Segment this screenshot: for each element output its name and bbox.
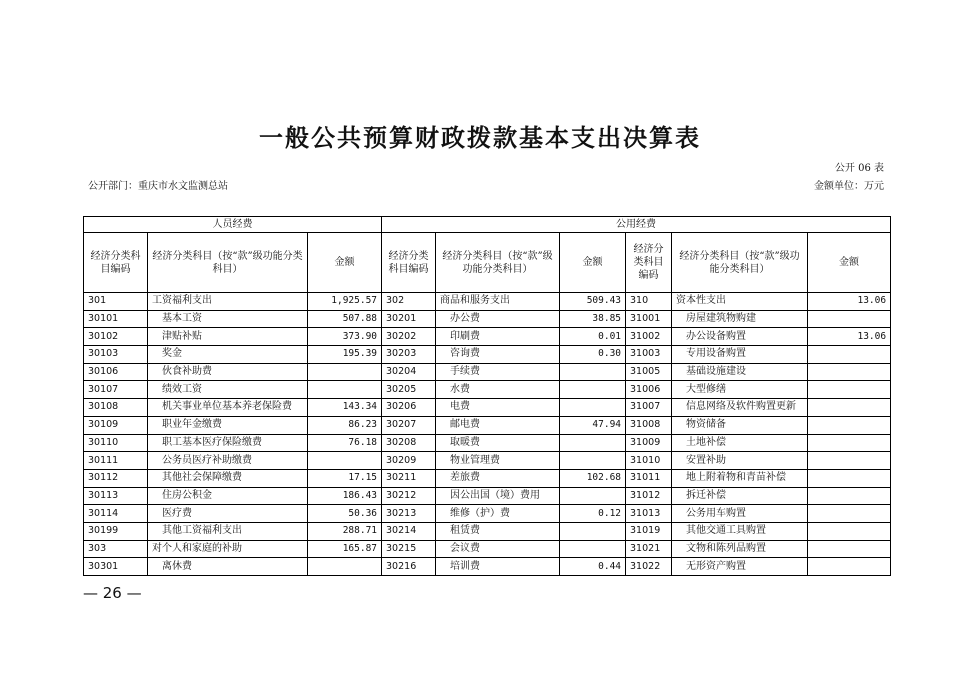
name-cell: 电费: [436, 399, 560, 417]
code-cell: 30103: [84, 346, 148, 364]
name-cell: 文物和陈列品购置: [672, 540, 808, 558]
name-cell: 取暖费: [436, 434, 560, 452]
col-header-name: 经济分类科目（按“款”级功能分类科目）: [672, 233, 808, 293]
code-cell: 31021: [626, 540, 672, 558]
amount-cell: [808, 540, 891, 558]
name-cell: 差旅费: [436, 469, 560, 487]
amount-cell: 186.43: [308, 487, 382, 505]
code-cell: 31005: [626, 363, 672, 381]
amount-cell: 0.12: [560, 505, 626, 523]
amount-cell: [808, 399, 891, 417]
col-header-code: 经济分类科目编码: [382, 233, 436, 293]
amount-cell: 47.94: [560, 416, 626, 434]
department-label: 公开部门：重庆市水文监测总站: [88, 181, 228, 192]
name-cell: 会议费: [436, 540, 560, 558]
table-row: [84, 505, 891, 523]
name-cell: 租赁费: [436, 522, 560, 540]
code-cell: 31012: [626, 487, 672, 505]
name-cell: 住房公积金: [148, 487, 308, 505]
name-cell: 拆迁补偿: [672, 487, 808, 505]
name-cell: 手续费: [436, 363, 560, 381]
code-cell: 31001: [626, 310, 672, 328]
amount-cell: [808, 522, 891, 540]
table-row: [84, 558, 891, 576]
amount-cell: [808, 416, 891, 434]
code-cell: 310: [626, 293, 672, 311]
code-cell: 30114: [84, 505, 148, 523]
table-row: [84, 452, 891, 470]
table-row: [84, 293, 891, 311]
code-cell: 30204: [382, 363, 436, 381]
amount-cell: [808, 346, 891, 364]
amount-cell: [308, 381, 382, 399]
table-row: [84, 328, 891, 346]
name-cell: 地上附着物和青苗补偿: [672, 469, 808, 487]
name-cell: 工资福利支出: [148, 293, 308, 311]
code-cell: 31007: [626, 399, 672, 417]
code-cell: 30301: [84, 558, 148, 576]
name-cell: 信息网络及软件购置更新: [672, 399, 808, 417]
name-cell: 大型修缮: [672, 381, 808, 399]
table-row: [84, 310, 891, 328]
code-cell: 30208: [382, 434, 436, 452]
expenditure-table: [83, 216, 891, 576]
name-cell: 资本性支出: [672, 293, 808, 311]
amount-cell: 0.01: [560, 328, 626, 346]
code-cell: 31009: [626, 434, 672, 452]
amount-cell: [560, 381, 626, 399]
table-body: [84, 293, 891, 576]
name-cell: 其他社会保障缴费: [148, 469, 308, 487]
code-cell: 30107: [84, 381, 148, 399]
code-cell: 30215: [382, 540, 436, 558]
amount-cell: 76.18: [308, 434, 382, 452]
name-cell: 对个人和家庭的补助: [148, 540, 308, 558]
amount-cell: [808, 469, 891, 487]
code-cell: 31013: [626, 505, 672, 523]
col-header-code: 经济分类科目编码: [84, 233, 148, 293]
amount-cell: 50.36: [308, 505, 382, 523]
code-cell: 30108: [84, 399, 148, 417]
name-cell: 奖金: [148, 346, 308, 364]
code-cell: 30205: [382, 381, 436, 399]
code-cell: 31010: [626, 452, 672, 470]
code-cell: 30101: [84, 310, 148, 328]
table-row: [84, 381, 891, 399]
amount-cell: 13.06: [808, 328, 891, 346]
table-row: [84, 487, 891, 505]
page-title: 一般公共预算财政拨款基本支出决算表: [259, 123, 701, 152]
amount-cell: [808, 505, 891, 523]
code-cell: 303: [84, 540, 148, 558]
amount-cell: 17.15: [308, 469, 382, 487]
table-row: [84, 363, 891, 381]
name-cell: 离休费: [148, 558, 308, 576]
table-row: [84, 434, 891, 452]
table-row: [84, 346, 891, 364]
name-cell: 培训费: [436, 558, 560, 576]
name-cell: 土地补偿: [672, 434, 808, 452]
col-header-amount: 金额: [808, 233, 891, 293]
amount-cell: 102.68: [560, 469, 626, 487]
code-cell: 30213: [382, 505, 436, 523]
amount-cell: 1,925.57: [308, 293, 382, 311]
code-cell: 30212: [382, 487, 436, 505]
name-cell: 专用设备购置: [672, 346, 808, 364]
amount-cell: 143.34: [308, 399, 382, 417]
amount-cell: 507.88: [308, 310, 382, 328]
name-cell: 基本工资: [148, 310, 308, 328]
amount-cell: [808, 558, 891, 576]
amount-cell: 38.85: [560, 310, 626, 328]
col-header-name: 经济分类科目（按“款”级功能分类科目）: [148, 233, 308, 293]
code-cell: 30199: [84, 522, 148, 540]
code-cell: 31008: [626, 416, 672, 434]
amount-cell: [808, 381, 891, 399]
code-cell: 30112: [84, 469, 148, 487]
amount-cell: [808, 434, 891, 452]
name-cell: 物业管理费: [436, 452, 560, 470]
name-cell: 因公出国（境）费用: [436, 487, 560, 505]
name-cell: 办公设备购置: [672, 328, 808, 346]
amount-cell: 0.30: [560, 346, 626, 364]
code-cell: 31019: [626, 522, 672, 540]
amount-cell: [560, 434, 626, 452]
code-cell: 30207: [382, 416, 436, 434]
amount-cell: [308, 363, 382, 381]
amount-cell: 86.23: [308, 416, 382, 434]
col-header-amount: 金额: [560, 233, 626, 293]
name-cell: 水费: [436, 381, 560, 399]
page-number: — 26 —: [83, 584, 142, 602]
code-cell: 30201: [382, 310, 436, 328]
col-header-code: 经济分类科目编码: [626, 233, 672, 293]
amount-cell: [560, 540, 626, 558]
code-cell: 30109: [84, 416, 148, 434]
amount-cell: [560, 452, 626, 470]
name-cell: 无形资产购置: [672, 558, 808, 576]
col-header-amount: 金额: [308, 233, 382, 293]
code-cell: 30214: [382, 522, 436, 540]
name-cell: 印刷费: [436, 328, 560, 346]
col-header-name: 经济分类科目（按“款”级功能分类科目）: [436, 233, 560, 293]
name-cell: 津贴补贴: [148, 328, 308, 346]
amount-cell: [308, 558, 382, 576]
amount-cell: 165.87: [308, 540, 382, 558]
code-cell: 30216: [382, 558, 436, 576]
code-cell: 30211: [382, 469, 436, 487]
name-cell: 其他交通工具购置: [672, 522, 808, 540]
name-cell: 机关事业单位基本养老保险费: [148, 399, 308, 417]
code-cell: 30111: [84, 452, 148, 470]
name-cell: 办公费: [436, 310, 560, 328]
table-row: [84, 416, 891, 434]
amount-cell: [808, 452, 891, 470]
name-cell: 绩效工资: [148, 381, 308, 399]
name-cell: 伙食补助费: [148, 363, 308, 381]
name-cell: 商品和服务支出: [436, 293, 560, 311]
table-row: [84, 469, 891, 487]
name-cell: 房屋建筑物购建: [672, 310, 808, 328]
name-cell: 邮电费: [436, 416, 560, 434]
amount-cell: 509.43: [560, 293, 626, 311]
table-row: [84, 522, 891, 540]
name-cell: 公务员医疗补助缴费: [148, 452, 308, 470]
name-cell: 物资储备: [672, 416, 808, 434]
amount-cell: [808, 363, 891, 381]
amount-cell: [808, 487, 891, 505]
table-row: [84, 540, 891, 558]
unit-label: 金额单位：万元: [814, 181, 884, 192]
code-cell: 30202: [382, 328, 436, 346]
amount-cell: [560, 487, 626, 505]
code-cell: 30206: [382, 399, 436, 417]
table-row: [84, 399, 891, 417]
name-cell: 安置补助: [672, 452, 808, 470]
code-cell: 30203: [382, 346, 436, 364]
code-cell: 30102: [84, 328, 148, 346]
code-cell: 31006: [626, 381, 672, 399]
code-cell: 31002: [626, 328, 672, 346]
code-cell: 31022: [626, 558, 672, 576]
code-cell: 31003: [626, 346, 672, 364]
name-cell: 职业年金缴费: [148, 416, 308, 434]
public-group-header: 公用经费: [382, 217, 891, 233]
amount-cell: 373.90: [308, 328, 382, 346]
code-cell: 30209: [382, 452, 436, 470]
code-cell: 301: [84, 293, 148, 311]
amount-cell: [560, 522, 626, 540]
code-cell: 30106: [84, 363, 148, 381]
amount-cell: 13.06: [808, 293, 891, 311]
name-cell: 医疗费: [148, 505, 308, 523]
name-cell: 其他工资福利支出: [148, 522, 308, 540]
name-cell: 职工基本医疗保险缴费: [148, 434, 308, 452]
amount-cell: [808, 310, 891, 328]
table-number: 公开 06 表: [834, 163, 884, 174]
amount-cell: 195.39: [308, 346, 382, 364]
code-cell: 302: [382, 293, 436, 311]
name-cell: 公务用车购置: [672, 505, 808, 523]
amount-cell: 288.71: [308, 522, 382, 540]
amount-cell: 0.44: [560, 558, 626, 576]
name-cell: 咨询费: [436, 346, 560, 364]
amount-cell: [308, 452, 382, 470]
personnel-group-header: 人员经费: [84, 217, 382, 233]
code-cell: 30113: [84, 487, 148, 505]
name-cell: 维修（护）费: [436, 505, 560, 523]
name-cell: 基础设施建设: [672, 363, 808, 381]
amount-cell: [560, 363, 626, 381]
code-cell: 30110: [84, 434, 148, 452]
amount-cell: [560, 399, 626, 417]
code-cell: 31011: [626, 469, 672, 487]
